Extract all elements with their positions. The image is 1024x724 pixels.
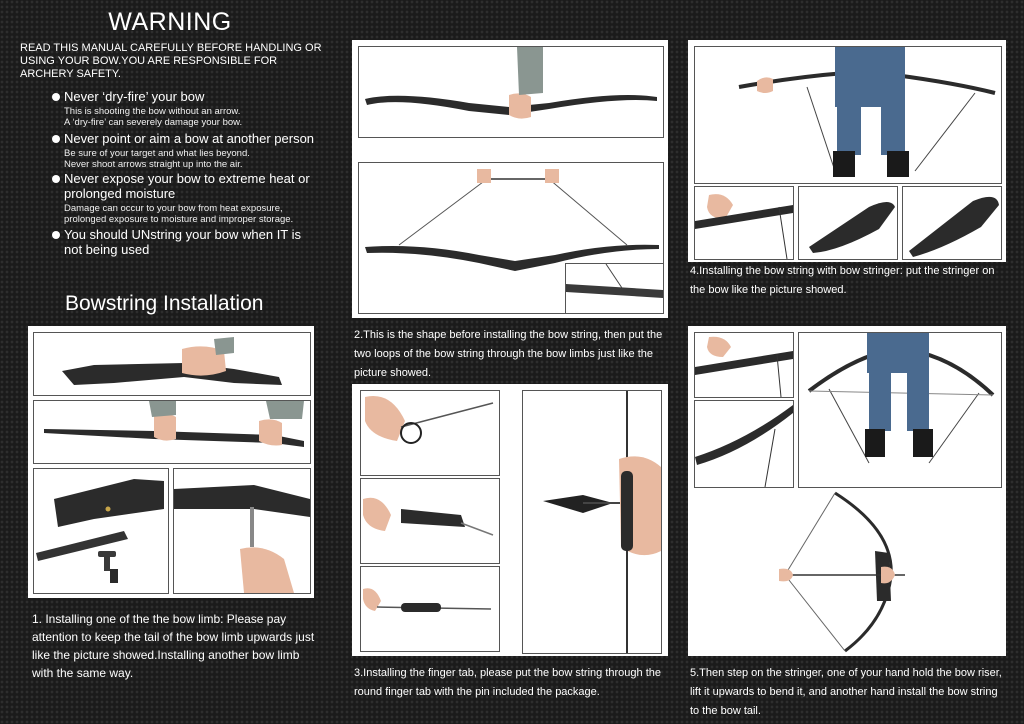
warning-item-unstring — [52, 227, 312, 257]
warning-title: WARNING — [108, 8, 232, 36]
stringer-pocket-photo — [798, 186, 898, 260]
warning-item-dry-fire — [52, 89, 342, 128]
warning-intro: READ THIS MANUAL CAREFULLY BEFORE HANDLING OR USING YOUR BOW.YOU ARE RESPONSIBLE FOR ARCHERY SAFETY. — [20, 42, 322, 80]
stringer-tip-photo — [694, 332, 794, 398]
unstrung-bow-photo — [358, 46, 664, 138]
step1-caption: 1. Installing one of the the bow limb: Please pay attention to keep the tail of the bow limb upwards just like the picture showed.Installing another bow limb with the same way. — [32, 612, 315, 680]
warning-heading: You should UNstring your bow when IT is not being used — [64, 227, 302, 257]
string-loops-photo — [358, 162, 664, 314]
bending-limb-photo — [694, 400, 794, 488]
limb-bolt-photo — [33, 468, 169, 594]
limb-tip-inset — [565, 263, 664, 314]
step2-caption: 2.This is the shape before installing the bow string, then put the two loops of the bow string through the bow limbs just like the picture showed. — [354, 329, 663, 379]
warning-detail: Damage can occur to your bow from heat exposure, — [64, 203, 283, 214]
step4-caption: 4.Installing the bow string with bow stringer: put the stringer on the bow like the picture showed. — [690, 265, 995, 296]
warning-detail: Be sure of your target and what lies beyond. — [64, 148, 250, 159]
bullet-icon — [52, 93, 60, 101]
step1-panel — [28, 326, 314, 598]
warning-detail: A ‘dry-fire’ can severely damage your bow. — [64, 117, 243, 128]
step3-panel — [352, 384, 668, 656]
finger-tab-thread-photo — [360, 478, 500, 564]
warning-detail: This is shooting the bow without an arrow. — [64, 106, 241, 117]
riser-with-limb-photo — [33, 400, 311, 464]
bullet-icon — [52, 231, 60, 239]
stringer-hand-photo — [694, 186, 794, 260]
step5-caption: 5.Then step on the stringer, one of your hand hold the bow riser, lift it upwards to bend it, and another hand install the bow string to the bow tail. — [690, 667, 1002, 717]
installation-title: Bowstring Installation — [65, 292, 264, 315]
strung-bow-photo — [694, 490, 1002, 654]
stringer-saddle-photo — [902, 186, 1002, 260]
warning-detail: prolonged exposure to moisture and improper storage. — [64, 214, 294, 225]
step5-panel — [688, 326, 1006, 656]
warning-item-aim — [52, 131, 342, 170]
warning-item-heat — [52, 171, 312, 225]
stringer-standing-photo — [694, 46, 1002, 184]
nocked-arrow-photo — [522, 390, 662, 654]
riser-photo — [33, 332, 311, 396]
warning-detail: Never shoot arrows straight up into the air. — [64, 159, 243, 170]
step3-caption: 3.Installing the finger tab, please put the bow string through the round finger tab with the pin included the package. — [354, 667, 661, 698]
warning-heading: Never point or aim a bow at another person — [64, 131, 315, 146]
warning-heading: Never expose your bow to extreme heat or prolonged moisture — [64, 171, 310, 201]
bullet-icon — [52, 135, 60, 143]
screwdriver-photo — [173, 468, 311, 594]
step2-panel — [352, 40, 668, 318]
finger-tab-finished-photo — [360, 566, 500, 652]
stepping-on-stringer-photo — [798, 332, 1002, 488]
step4-panel — [688, 40, 1006, 262]
bullet-icon — [52, 175, 60, 183]
warning-heading: Never ‘dry-fire’ your bow — [64, 89, 205, 104]
finger-tab-pin-photo — [360, 390, 500, 476]
